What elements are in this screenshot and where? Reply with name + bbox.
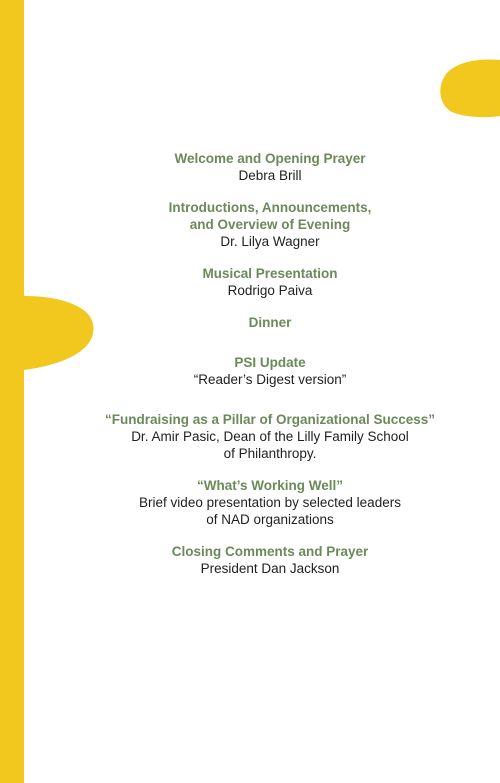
program-item-fundraising: [60, 411, 480, 462]
item-detail: President Dan Jackson: [200, 561, 340, 576]
item-heading: “What’s Working Well”: [196, 478, 343, 493]
top-right-tab-shape: [440, 60, 500, 118]
item-heading: PSI Update: [234, 355, 306, 370]
program-item-closing: [60, 543, 480, 577]
program-item-introductions: [60, 199, 480, 250]
item-detail: Brief video presentation by selected leaders: [139, 495, 401, 510]
item-detail-line2: of NAD organizations: [206, 512, 334, 527]
item-detail: “Reader’s Digest version”: [193, 372, 347, 387]
program-list: [60, 150, 480, 592]
item-heading: Dinner: [248, 315, 292, 330]
item-heading: Welcome and Opening Prayer: [174, 151, 366, 166]
item-detail: Dr. Lilya Wagner: [220, 234, 320, 249]
item-heading-line2: and Overview of Evening: [189, 217, 351, 232]
item-heading: “Fundraising as a Pillar of Organizational Success”: [104, 412, 436, 427]
program-item-musical: [60, 265, 480, 299]
program-item-welcome: [60, 150, 480, 184]
item-heading: Musical Presentation: [202, 266, 338, 281]
item-detail-line2: of Philanthropy.: [223, 446, 317, 461]
program-item-whats-working: [60, 477, 480, 528]
program-item-psi-update: [60, 354, 480, 388]
item-heading: Closing Comments and Prayer: [171, 544, 369, 559]
program-item-dinner: [60, 314, 480, 331]
item-detail: Debra Brill: [238, 168, 302, 183]
item-detail: Rodrigo Paiva: [227, 283, 313, 298]
item-heading: Introductions, Announcements,: [168, 200, 372, 215]
item-detail: Dr. Amir Pasic, Dean of the Lilly Family School: [131, 429, 409, 444]
